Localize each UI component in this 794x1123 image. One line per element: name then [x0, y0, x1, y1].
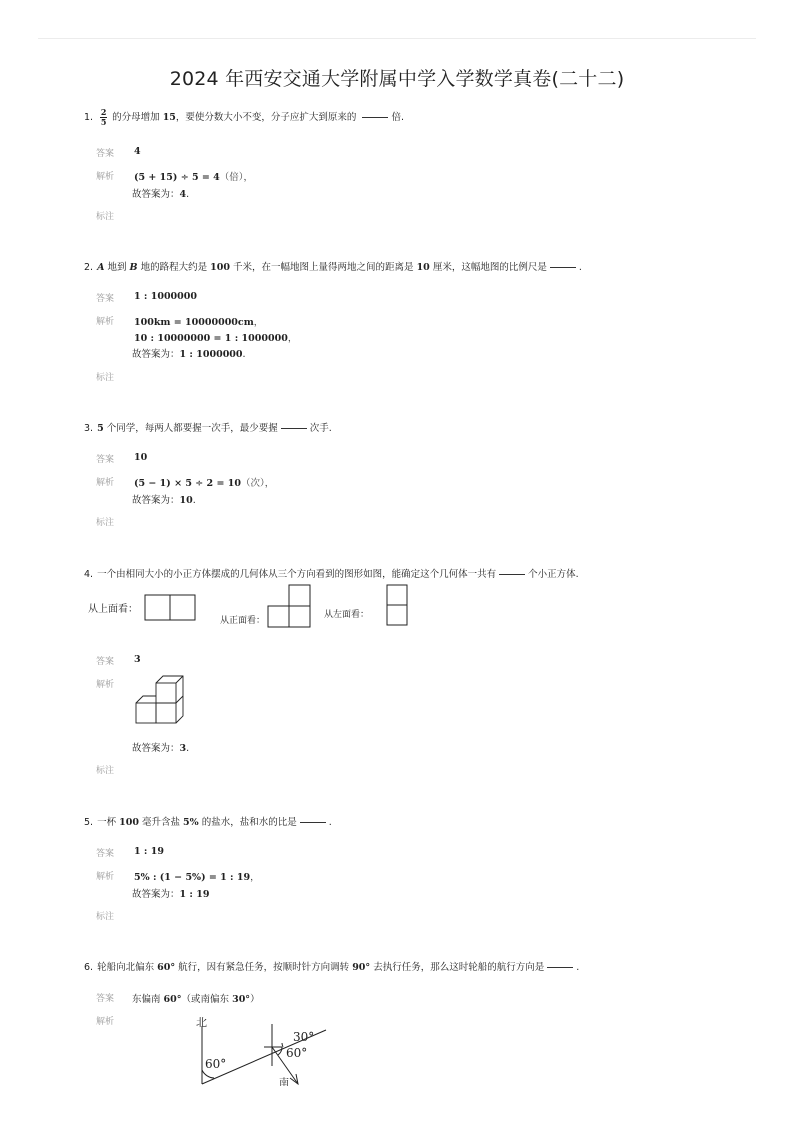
- south-label: 南: [279, 1078, 289, 1086]
- answer-blank: [281, 428, 307, 429]
- answer-label: 答案: [96, 149, 115, 159]
- analysis-label: 解析: [96, 680, 115, 690]
- question-6: 6. 轮船向北偏东 60° 航行，因有紧急任务，按顺时针方向调转 90° 去执行任务，那么这时轮船的航行方向是 .: [84, 962, 580, 973]
- remark-label: 标注: [96, 212, 115, 222]
- analysis-line: 10 : 10000000 = 1 : 1000000，: [134, 333, 298, 344]
- question-2: 2. A 地到 B 地的路程大约是 100 千米，在一幅地图上量得两地之间的距离是 10 厘米，这幅地图的比例尺是 .: [84, 262, 582, 273]
- question-4: 4. 一个由相同大小的小正方体摆成的几何体从三个方向看到的图形如图，能确定这个几何体一共有 个小正方体.: [84, 569, 579, 580]
- analysis-line: 100km = 10000000cm，: [134, 317, 264, 328]
- cube-figure: [134, 673, 188, 725]
- view-left-label: 从左面看：: [324, 610, 370, 620]
- analysis-line: 5% : (1 − 5%) = 1 : 19，: [134, 872, 260, 883]
- analysis-label: 解析: [96, 872, 115, 882]
- question-3: 3. 5 个同学，每两人都要握一次手，最少要握 次手.: [84, 423, 332, 434]
- view-front-label: 从正面看：: [220, 616, 266, 626]
- remark-label: 标注: [96, 373, 115, 383]
- answer-label: 答案: [96, 455, 115, 465]
- north-label: 北: [196, 1016, 207, 1029]
- remark-label: 标注: [96, 766, 115, 776]
- view-top-label: 从上面看：: [88, 604, 138, 615]
- fraction: $\frac{2}{5}$: [100, 107, 107, 127]
- conclusion-line: 故答案为：10.: [132, 495, 196, 506]
- conclusion-line: 故答案为：4.: [132, 189, 190, 200]
- page-title: 2024 年西安交通大学附属中学入学数学真卷(二十二): [169, 68, 625, 90]
- angle-label: 30°: [293, 1030, 315, 1044]
- answer-label: 答案: [96, 294, 115, 304]
- conclusion-line: 故答案为：3.: [132, 743, 190, 754]
- answer-label: 答案: [96, 657, 115, 667]
- answer-value: 1 : 1000000: [134, 291, 198, 302]
- answer-value: 1 : 19: [134, 846, 164, 857]
- direction-diagram: [190, 1016, 330, 1086]
- answer-label: 答案: [96, 849, 115, 859]
- analysis-line: (5 − 1) × 5 ÷ 2 = 10（次），: [134, 478, 275, 489]
- answer-value: 东偏南 60°（或南偏东 30°）: [132, 994, 260, 1005]
- conclusion-line: 故答案为：1 : 1000000.: [132, 349, 246, 360]
- answer-value: 3: [134, 654, 141, 665]
- answer-blank: [550, 267, 576, 268]
- answer-blank: [300, 822, 326, 823]
- analysis-label: 解析: [96, 478, 115, 488]
- answer-blank: [547, 967, 573, 968]
- answer-blank: [362, 117, 388, 118]
- analysis-label: 解析: [96, 1017, 115, 1027]
- remark-label: 标注: [96, 518, 115, 528]
- front-view-figure: [267, 584, 313, 628]
- remark-label: 标注: [96, 912, 115, 922]
- angle-label: 60°: [286, 1046, 308, 1060]
- analysis-label: 解析: [96, 172, 115, 182]
- conclusion-line: 故答案为：1 : 19: [132, 889, 210, 900]
- top-divider: [38, 38, 756, 39]
- analysis-line: (5 + 15) ÷ 5 = 4（倍），: [134, 172, 254, 183]
- question-5: 5. 一杯 100 毫升含盐 5% 的盐水，盐和水的比是 .: [84, 817, 332, 828]
- answer-label: 答案: [96, 994, 115, 1004]
- answer-value: 4: [134, 146, 141, 157]
- question-1: 1. $\frac{2}{5}$ 的分母增加 15，要使分数大小不变，分子应扩大到原来的 倍.: [84, 107, 404, 127]
- analysis-label: 解析: [96, 317, 115, 327]
- angle-label: 60°: [205, 1057, 227, 1071]
- top-view-figure: [144, 594, 198, 622]
- answer-value: 10: [134, 452, 148, 463]
- answer-blank: [499, 574, 525, 575]
- left-view-figure: [386, 584, 410, 628]
